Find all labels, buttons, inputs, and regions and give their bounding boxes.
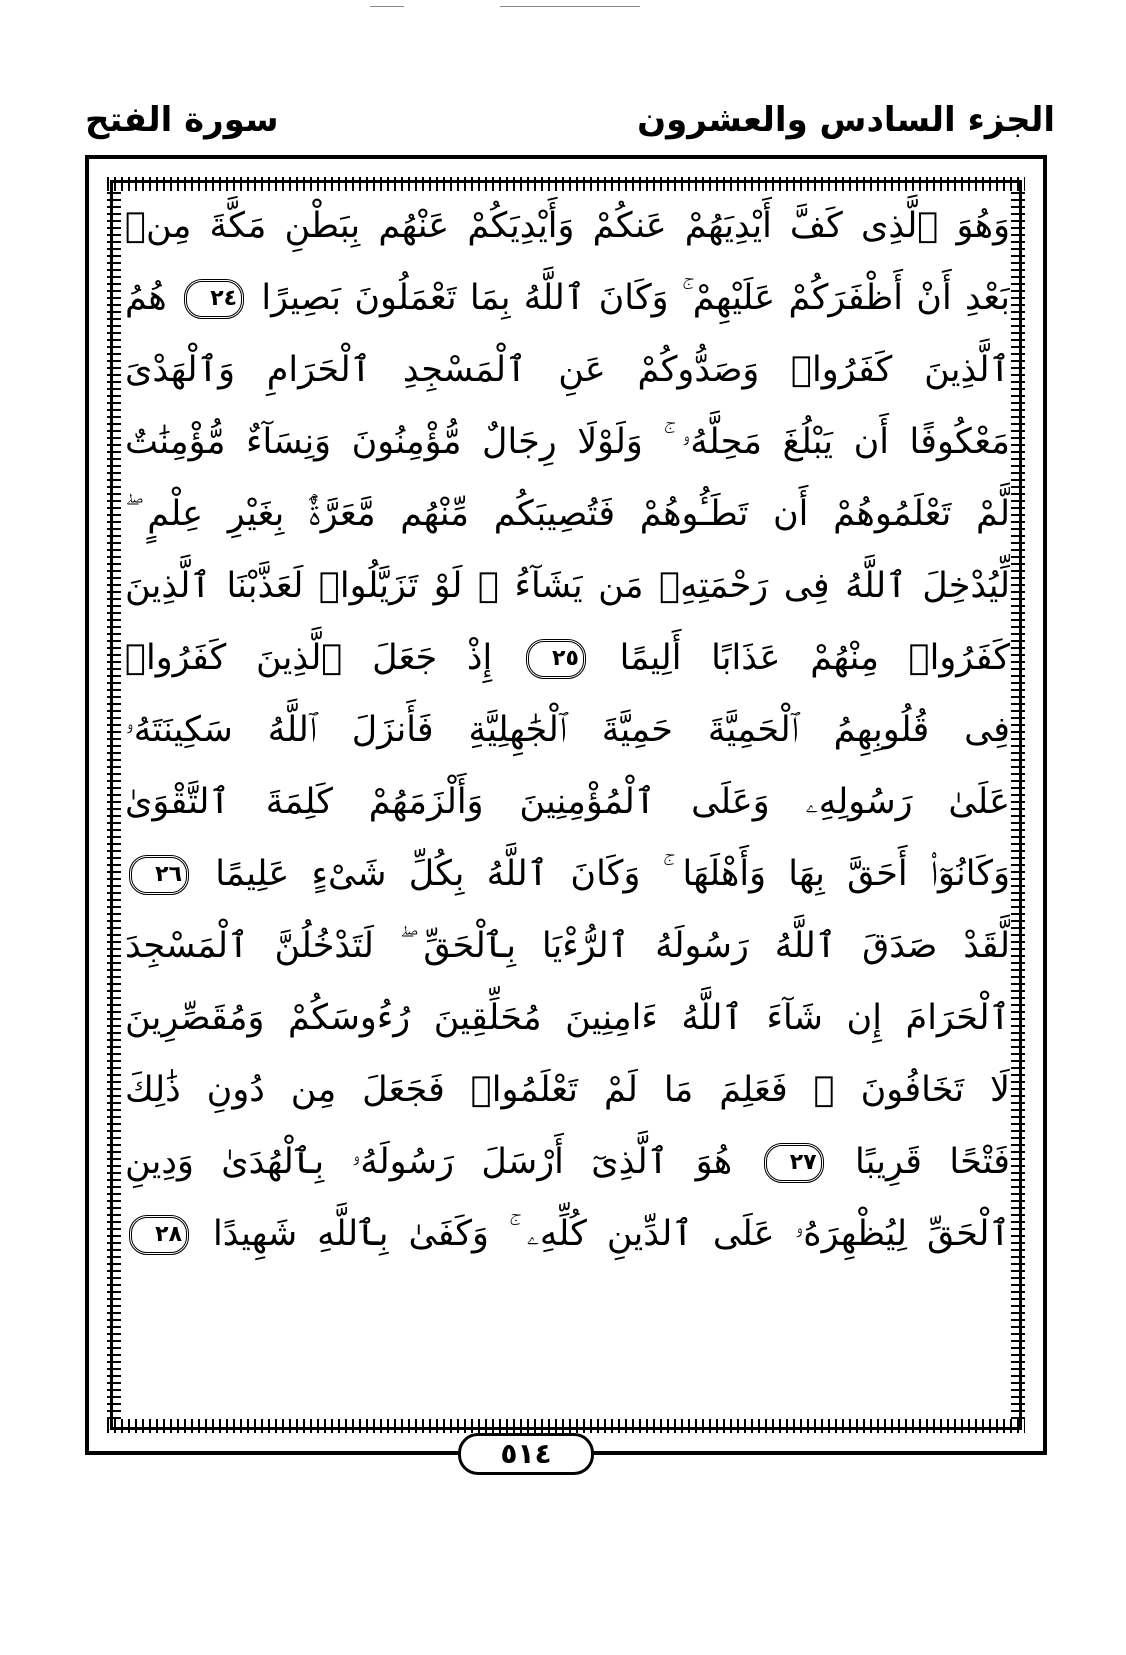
text-line: لَّمْ تَعْلَمُوهُمْ أَن تَطَـُٔوهُمْ فَتُصِيبَكُم مِّنْهُم مَّعَرَّةٌۢ بِغَيْرِ عِلْمٍ ۖ	[125, 494, 1010, 534]
text-line: بَعْدِ أَنْ أَظْفَرَكُمْ عَلَيْهِمْ ۚ وَكَانَ ٱللَّهُ بِمَا تَعْمَلُونَ بَصِيرًا ٢٤ هُمُ	[125, 278, 1010, 318]
quran-text-area	[125, 190, 1010, 1415]
text-line: ٱلَّذِينَ كَفَرُوا۟ وَصَدُّوكُمْ عَنِ ٱلْمَسْجِدِ ٱلْحَرَامِ وَٱلْهَدْىَ	[125, 350, 1010, 390]
ayah-number-marker: ٢٧	[764, 1143, 824, 1183]
text-line: فَتْحًا قَرِيبًا ٢٧ هُوَ ٱلَّذِىٓ أَرْسَلَ رَسُولَهُۥ بِٱلْهُدَىٰ وَدِينِ	[125, 1142, 1010, 1182]
text-line: وَهُوَ ٱلَّذِى كَفَّ أَيْدِيَهُمْ عَنكُمْ وَأَيْدِيَكُمْ عَنْهُم بِبَطْنِ مَكَّةَ مِنۢ	[125, 206, 1010, 246]
ayah-number-marker: ٢٥	[526, 639, 586, 679]
surah-title: سورة الفتح	[85, 100, 279, 140]
ayah-number-marker: ٢٦	[129, 855, 189, 895]
text-line: مَعْكُوفًا أَن يَبْلُغَ مَحِلَّهُۥ ۚ وَلَوْلَا رِجَالٌ مُّؤْمِنُونَ وَنِسَآءٌ مُّؤْمِنَٰتٌ	[125, 422, 1010, 462]
text-line: كَفَرُوا۟ مِنْهُمْ عَذَابًا أَلِيمًا ٢٥ إِذْ جَعَلَ ٱلَّذِينَ كَفَرُوا۟	[125, 638, 1010, 678]
text-line: لِّيُدْخِلَ ٱللَّهُ فِى رَحْمَتِهِۦ مَن يَشَآءُ ۚ لَوْ تَزَيَّلُوا۟ لَعَذَّبْنَا ٱلَّذِينَ	[125, 566, 1010, 606]
text-line: لَا تَخَافُونَ ۖ فَعَلِمَ مَا لَمْ تَعْلَمُوا۟ فَجَعَلَ مِن دُونِ ذَٰلِكَ	[125, 1070, 1010, 1110]
ayah-number-marker: ٢٨	[129, 1215, 189, 1255]
text-line: ٱلْحَقِّ لِيُظْهِرَهُۥ عَلَى ٱلدِّينِ كُلِّهِۦ ۚ وَكَفَىٰ بِٱللَّهِ شَهِيدًا ٢٨	[125, 1198, 1010, 1270]
scan-artifact-line	[500, 6, 640, 7]
text-line: فِى قُلُوبِهِمُ ٱلْحَمِيَّةَ حَمِيَّةَ ٱلْجَٰهِلِيَّةِ فَأَنزَلَ ٱللَّهُ سَكِينَتَهُۥ	[125, 710, 1010, 750]
text-line: ٱلْحَرَامَ إِن شَآءَ ٱللَّهُ ءَامِنِينَ مُحَلِّقِينَ رُءُوسَكُمْ وَمُقَصِّرِينَ	[125, 998, 1010, 1038]
page-header	[85, 100, 1055, 150]
juz-title: الجزء السادس والعشرون	[637, 100, 1055, 140]
text-line: عَلَىٰ رَسُولِهِۦ وَعَلَى ٱلْمُؤْمِنِينَ وَأَلْزَمَهُمْ كَلِمَةَ ٱلتَّقْوَىٰ	[125, 782, 1010, 822]
page-number: ٥١٤	[458, 1433, 594, 1475]
text-line: وَكَانُوٓا۟ أَحَقَّ بِهَا وَأَهْلَهَا ۚ وَكَانَ ٱللَّهُ بِكُلِّ شَىْءٍ عَلِيمًا ٢٦	[125, 838, 1010, 910]
ayah-number-marker: ٢٤	[184, 279, 244, 319]
text-line: لَّقَدْ صَدَقَ ٱللَّهُ رَسُولَهُ ٱلرُّءْيَا بِٱلْحَقِّ ۖ لَتَدْخُلُنَّ ٱلْمَسْجِدَ	[125, 926, 1010, 966]
scan-artifact-line	[370, 6, 404, 7]
